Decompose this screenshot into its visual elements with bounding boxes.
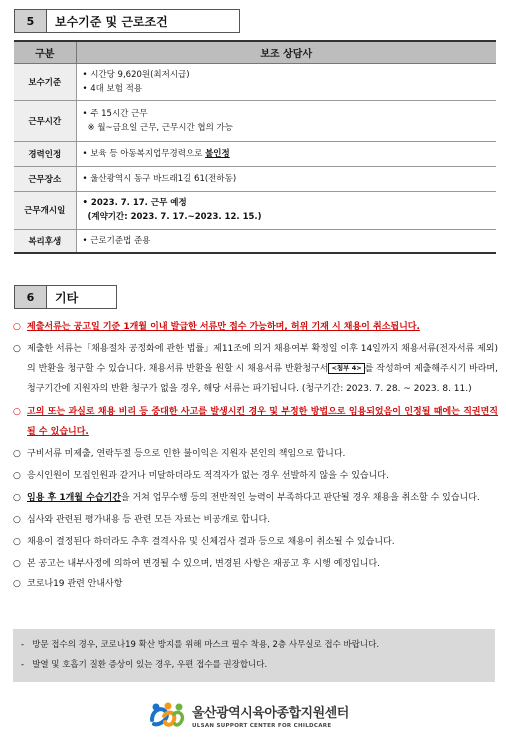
note-text: 을 거쳐 업무수행 등의 전반적인 능력이 부족하다고 판단될 경우 채용을 취소할 수 있습니다. bbox=[120, 493, 480, 503]
row-label-hours: 근무시간 bbox=[14, 100, 76, 141]
table-header-row bbox=[14, 41, 496, 63]
note-text: 채용이 결정된다 하더라도 추후 결격사유 및 신체검사 결과 등으로 채용이 취소될 수 있습니다. bbox=[27, 537, 395, 547]
covid-text-2: 발열 및 호흡기 질환 증상이 있는 경우, 우편 접수를 권장합니다. bbox=[32, 660, 268, 670]
table-row bbox=[14, 141, 496, 166]
row-label-start-date: 근무개시일 bbox=[14, 191, 76, 229]
section-6-header bbox=[14, 285, 117, 309]
section-5-number: 5 bbox=[14, 9, 47, 33]
note-dismissal bbox=[13, 402, 498, 442]
row-label-pay: 보수기준 bbox=[14, 63, 76, 100]
table-header-category: 구분 bbox=[14, 41, 76, 63]
table-row bbox=[14, 229, 496, 253]
note-confidential bbox=[13, 510, 498, 530]
dash-marker: - bbox=[21, 640, 25, 650]
note-text: 본 공고는 내부사정에 의하여 변경될 수 있으며, 변경된 사항은 재공고 후 시행 예정입니다. bbox=[27, 559, 381, 569]
note-change bbox=[13, 554, 498, 574]
note-missing-documents bbox=[13, 444, 498, 464]
table-header-position: 보조 상담사 bbox=[76, 41, 496, 63]
table-row bbox=[14, 100, 496, 141]
location-line: • 울산광역시 동구 바드래1길 61(전하동) bbox=[83, 172, 491, 186]
career-text: • 보육 등 아동복지업무경력으로 bbox=[83, 149, 206, 159]
covid-line-2 bbox=[21, 655, 487, 675]
notes-list bbox=[13, 317, 498, 594]
note-text: 심사와 관련된 평가내용 등 관련 모든 자료는 비공개로 합니다. bbox=[27, 515, 271, 525]
covid-notice-box bbox=[13, 629, 495, 682]
circle-marker: ○ bbox=[13, 579, 21, 589]
footer-org bbox=[148, 700, 349, 730]
note-documents-validity bbox=[13, 317, 498, 337]
circle-marker: ○ bbox=[13, 449, 21, 459]
circle-marker: ○ bbox=[13, 493, 21, 503]
circle-marker: ○ bbox=[13, 407, 21, 417]
dash-marker: - bbox=[21, 660, 25, 670]
circle-marker: ○ bbox=[13, 322, 21, 332]
table-row bbox=[14, 166, 496, 191]
pay-line-2: • 4대 보험 적용 bbox=[83, 82, 491, 96]
row-value-career bbox=[76, 141, 496, 166]
note-text: 응시인원이 모집인원과 같거나 미달하더라도 적격자가 없는 경우 선발하지 않을 수 있습니다. bbox=[27, 471, 389, 481]
probation-emphasis: 임용 후 1개월 수습기간 bbox=[27, 493, 121, 503]
row-label-welfare: 복리후생 bbox=[14, 229, 76, 253]
pay-line-1: • 시간당 9,620원(최저시급) bbox=[83, 68, 491, 82]
footer-org-text bbox=[192, 702, 349, 729]
circle-marker: ○ bbox=[13, 559, 21, 569]
start-date-line: • 2023. 7. 17. 근무 예정 bbox=[83, 196, 491, 210]
contract-period-line: (계약기간: 2023. 7. 17.~2023. 12. 15.) bbox=[87, 212, 262, 222]
note-text-cont: 를 작성하여 제출해주시기 바라며, 청구기간에 지원자의 반환 청구가 없을 경우, 해당 서류는 파기됩니다. (청구기간: 2023. 7. 28. ~ 2023. 8. 11.) bbox=[27, 364, 498, 394]
hours-line-1: • 주 15시간 근무 bbox=[83, 107, 491, 121]
note-probation bbox=[13, 488, 498, 508]
org-name-english: ULSAN SUPPORT CENTER FOR CHILDCARE bbox=[192, 722, 332, 729]
circle-marker: ○ bbox=[13, 515, 21, 525]
hours-line-2: ※ 월~금요일 근무, 근무시간 협의 가능 bbox=[87, 122, 233, 133]
circle-marker: ○ bbox=[13, 471, 21, 481]
row-label-career: 경력인정 bbox=[14, 141, 76, 166]
row-value-start-date bbox=[76, 191, 496, 229]
note-covid bbox=[13, 574, 498, 594]
note-cancellation bbox=[13, 532, 498, 552]
section-5-title: 보수기준 및 근로조건 bbox=[47, 9, 240, 33]
section-6-number: 6 bbox=[14, 285, 47, 309]
circle-marker: ○ bbox=[13, 344, 21, 354]
row-value-pay bbox=[76, 63, 496, 100]
childcare-center-logo-icon bbox=[148, 700, 186, 730]
covid-line-1 bbox=[21, 635, 487, 655]
note-no-qualified bbox=[13, 466, 498, 486]
section-6-title: 기타 bbox=[47, 285, 117, 309]
circle-marker: ○ bbox=[13, 537, 21, 547]
note-text: 코로나19 관련 안내사항 bbox=[27, 579, 123, 589]
note-document-return bbox=[13, 339, 498, 399]
note-text: 구비서류 미제출, 연락두절 등으로 인한 불이익은 지원자 본인의 책임으로 합니다. bbox=[27, 449, 346, 459]
row-value-welfare bbox=[76, 229, 496, 253]
covid-text-1: 방문 접수의 경우, 코로나19 확산 방지를 위해 마스크 필수 착용, 2층 사무실로 접수 바랍니다. bbox=[32, 640, 380, 650]
row-value-location bbox=[76, 166, 496, 191]
row-value-hours bbox=[76, 100, 496, 141]
section-5-header bbox=[14, 9, 240, 33]
note-text: 제출서류는 공고일 기준 1개월 이내 발급한 서류만 접수 가능하며, 허위 기재 시 채용이 취소됩니다. bbox=[27, 322, 420, 332]
table-row bbox=[14, 191, 496, 229]
working-conditions-table bbox=[14, 40, 496, 254]
career-emphasis: 불인정 bbox=[205, 148, 230, 159]
welfare-line: • 근로기준법 준용 bbox=[83, 234, 491, 248]
note-text: 고의 또는 과실로 채용 비리 등 중대한 사고를 발생시킨 경우 및 부정한 방법으로 임용되었음이 인정될 때에는 직권면직 될 수 있습니다. bbox=[27, 407, 498, 437]
table-row bbox=[14, 63, 496, 100]
attachment-badge: <첨부 4> bbox=[328, 363, 364, 374]
note-text: 제출한 서류는「채용절차 공정화에 관한 법률」제11조에 의거 채용여부 확정일 이후 14일까지 채용서류(전자서류 제외)의 반환을 청구할 수 있습니다. 채용서류 반환을 원할 시 채용서류 반환청구서 bbox=[27, 344, 498, 374]
org-name-korean: 울산광역시육아종합지원센터 bbox=[192, 705, 349, 721]
row-label-location: 근무장소 bbox=[14, 166, 76, 191]
